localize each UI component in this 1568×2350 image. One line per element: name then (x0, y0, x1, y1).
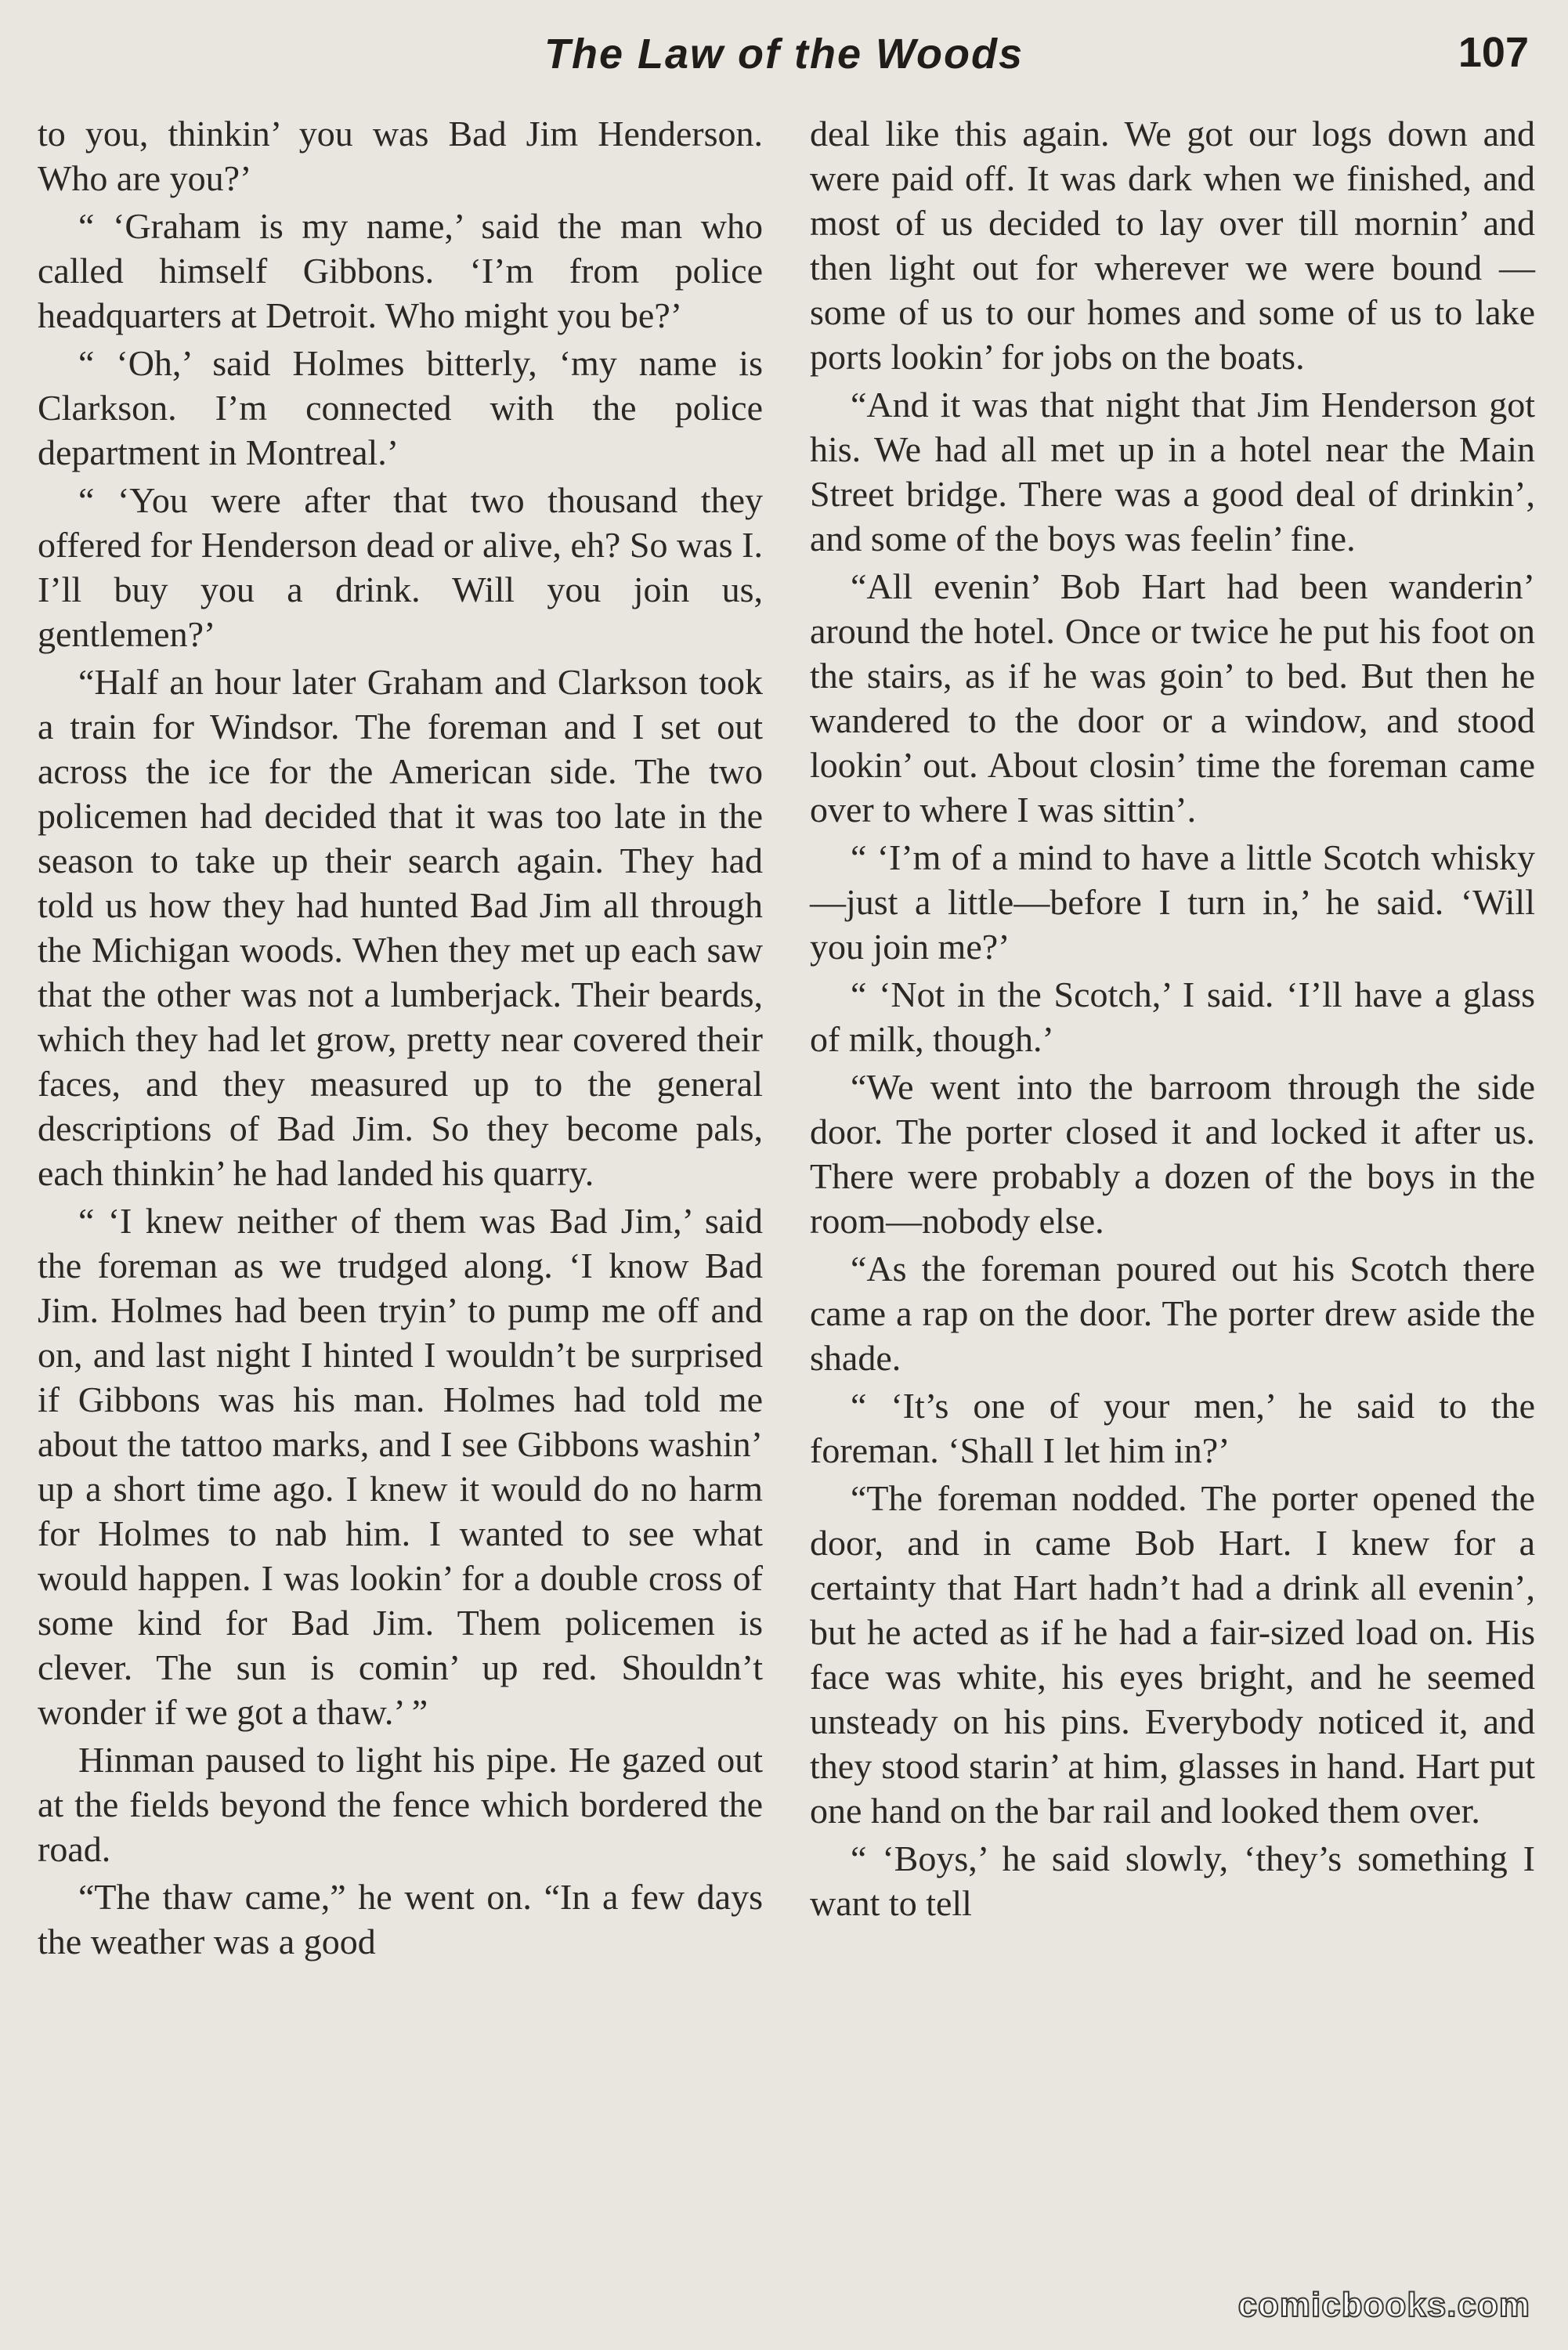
running-title: The Law of the Woods (544, 31, 1024, 78)
paragraph: “ ‘I knew neither of them was Bad Jim,’ said the foreman as we trudged along. ‘I know Bad Jim. Holmes had been tryin’ to pump me off and on, and last night I hinted I wouldn’t be surprised if Gibbons was his man. Holmes had told me about the tattoo marks, and I see Gibbons washin’ up a short time ago. I knew it would do no harm for Holmes to nab him. I wanted to see what would happen. I was lookin’ for a double cross of some kind for Bad Jim. Them policemen is clever. The sun is comin’ up red. Shouldn’t wonder if we got a thaw.’ ” (38, 1201, 763, 1732)
paragraph: “As the foreman poured out his Scotch there came a rap on the door. The porter drew aside the shade. (810, 1249, 1535, 1378)
paragraph: “The thaw came,” he went on. “In a few days the weather was a good (38, 1877, 763, 1961)
paragraph: “All evenin’ Bob Hart had been wanderin’ around the hotel. Once or twice he put his foot on the stairs, as if he was goin’ to bed. But then he wandered to the door or a window, and stood lookin’ out. About closin’ time the foreman came over to where I was sittin’. (810, 566, 1535, 830)
paragraph: “We went into the barroom through the side door. The porter closed it and locked it after us. There were probably a dozen of the boys in the room—nobody else. (810, 1067, 1535, 1241)
paragraph: “ ‘It’s one of your men,’ he said to the foreman. ‘Shall I let him in?’ (810, 1386, 1535, 1470)
paragraph: to you, thinkin’ you was Bad Jim Henderson. Who are you?’ (38, 114, 763, 198)
paragraph: Hinman paused to light his pipe. He gazed out at the fields beyond the fence which bordered the road. (38, 1740, 763, 1869)
paragraph: deal like this again. We got our logs down and were paid off. It was dark when we finished, and most of us decided to lay over till mornin’ and then light out for wherever we were bound —some of us to our homes and some of us to lake ports lookin’ for jobs on the boats. (810, 114, 1535, 377)
paragraph: “The foreman nodded. The porter opened the door, and in came Bob Hart. I knew for a certainty that Hart hadn’t had a drink all evenin’, but he acted as if he had a fair-sized load on. His face was white, his eyes bright, and he seemed unsteady on his pins. Everybody noticed it, and they stood starin’ at him, glasses in hand. Hart put one hand on the bar rail and looked them over. (810, 1478, 1535, 1831)
page-header (0, 24, 1568, 86)
right-column (810, 111, 1535, 1929)
watermark: comicbooks.com (1237, 2286, 1530, 2324)
paragraph: “ ‘Oh,’ said Holmes bitterly, ‘my name is Clarkson. I’m connected with the police department in Montreal.’ (38, 343, 763, 472)
paragraph: “ ‘Not in the Scotch,’ I said. ‘I’ll have a glass of milk, though.’ (810, 974, 1535, 1059)
paragraph: “ ‘Boys,’ he said slowly, ‘they’s something I want to tell (810, 1838, 1535, 1923)
left-column (38, 111, 763, 1967)
paragraph: “ ‘Graham is my name,’ said the man who called himself Gibbons. ‘I’m from police headquarters at Detroit. Who might you be?’ (38, 206, 763, 335)
paragraph: “ ‘I’m of a mind to have a little Scotch whisky—just a little—before I turn in,’ he said. ‘Will you join me?’ (810, 837, 1535, 967)
page-number: 107 (1458, 29, 1529, 76)
paragraph: “Half an hour later Graham and Clarkson took a train for Windsor. The foreman and I set out across the ice for the American side. The two policemen had decided that it was too late in the season to take up their search again. They had told us how they had hunted Bad Jim all through the Michigan woods. When they met up each saw that the other was not a lumberjack. Their beards, which they had let grow, pretty near covered their faces, and they measured up to the general descriptions of Bad Jim. So they become pals, each thinkin’ he had landed his quarry. (38, 662, 763, 1193)
paragraph: “ ‘You were after that two thousand they offered for Henderson dead or alive, eh? So was I. I’ll buy you a drink. Will you join us, gentlemen?’ (38, 480, 763, 654)
paragraph: “And it was that night that Jim Henderson got his. We had all met up in a hotel near the Main Street bridge. There was a good deal of drinkin’, and some of the boys was feelin’ fine. (810, 385, 1535, 559)
